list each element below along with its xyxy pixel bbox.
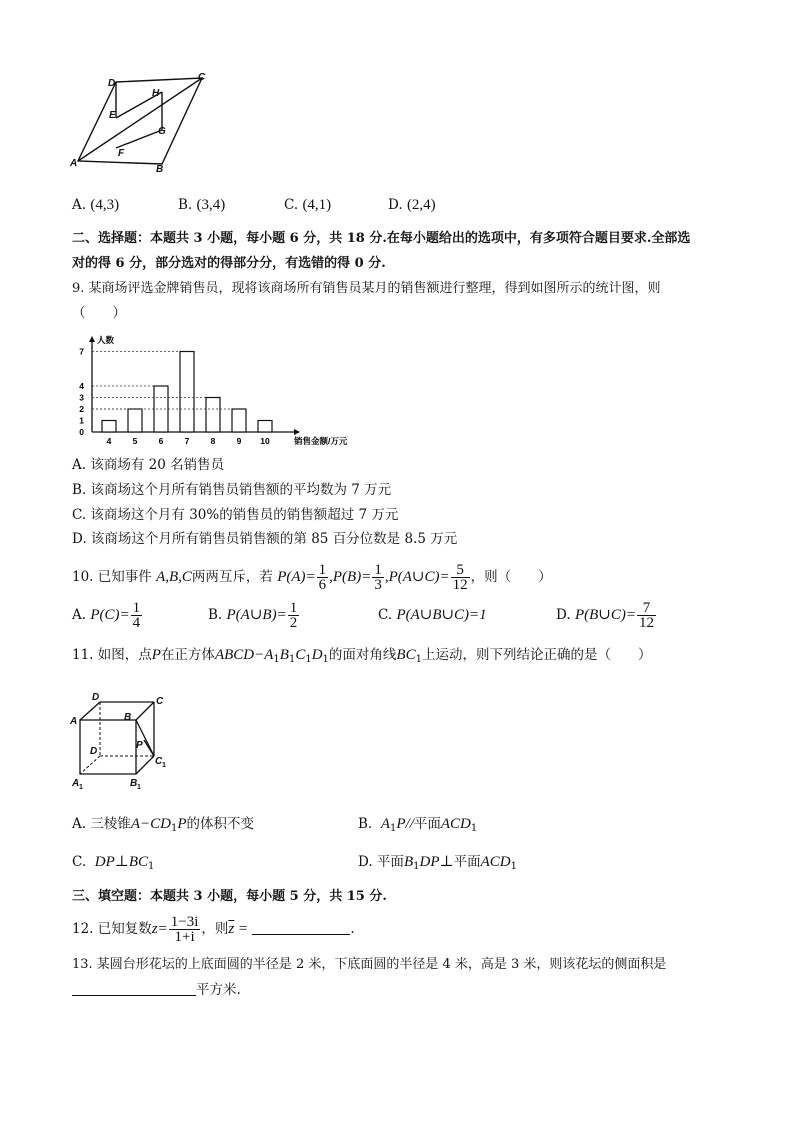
bar (128, 409, 142, 432)
q12-answer-blank[interactable] (252, 920, 350, 935)
y-tick-label: 1 (79, 415, 84, 426)
q9-option-d: D. 该商场这个月所有销售员销售额的第 85 百分位数是 8.5 万元 (72, 531, 458, 547)
bar (206, 398, 220, 433)
vertex-label-a: A (70, 158, 78, 169)
q9-stem-line2: （ ） (72, 305, 126, 321)
y-tick-label: 4 (79, 381, 84, 391)
section2-heading-line1: 二、选择题：本题共 3 小题，每小题 6 分，共 18 分.在每小题给出的选项中，有多项符合题目要求.全部选 (72, 231, 691, 246)
svg-text:1: 1 (162, 762, 166, 769)
q13-stem-line1: 13. 某圆台形花坛的上底面圆的半径是 2 米，下底面圆的半径是 4 米，高是 3 米，则该花坛的侧面积是 (72, 957, 667, 972)
x-tick-label: 9 (236, 436, 242, 446)
x-tick-label: 6 (158, 436, 164, 446)
vertex-label-b: B (156, 164, 164, 175)
q11-option-b: B. $A_1P//$平面$ACD_1$ (358, 816, 478, 834)
bar (180, 352, 194, 433)
cube-label-c: C (156, 696, 164, 707)
vertex-label-c: C (198, 72, 206, 83)
sales-histogram (72, 334, 372, 450)
q8-option-c: C. (4,1) (284, 197, 332, 213)
y-axis-label: 人数 (97, 335, 115, 345)
cube-figure (66, 690, 176, 790)
x-tick-label: 7 (184, 436, 190, 446)
q10-option-d: D. P(B∪C)= $\frac{7}{12}$ (556, 600, 654, 631)
q13-stem-line2: 平方米. (72, 981, 241, 999)
section2-heading-line2: 对的得 6 分，部分选对的得部分分，有选错的得 0 分. (72, 256, 386, 271)
cube-label-a1: A (72, 778, 80, 789)
x-axis-label: 销售金额/万元 (294, 436, 348, 446)
cube-label-d: D (92, 692, 100, 703)
point-label-h: H (152, 88, 160, 99)
q8-option-b: B. (3,4) (178, 197, 226, 213)
vertex-label-d: D (108, 78, 116, 89)
point-label-e: E (109, 110, 116, 121)
cube-label-c1: C (155, 756, 163, 767)
q9-option-a: A. 该商场有 20 名销售员 (72, 457, 225, 473)
y-tick-label: 3 (79, 392, 84, 403)
point-label-f: F (118, 148, 125, 159)
svg-text:1: 1 (79, 784, 83, 790)
parallelogram-figure (66, 68, 216, 178)
cube-label-b1: B (130, 778, 138, 789)
cube-label-b: B (124, 712, 132, 723)
y-tick-label: 7 (79, 346, 84, 357)
point-label-g: G (158, 126, 166, 137)
svg-text:1: 1 (137, 784, 141, 790)
y-tick-label: 2 (79, 404, 84, 414)
q11-option-c: C. $DP\perp BC_1$ (72, 854, 155, 872)
q10-option-b: B. P(A∪B)= $\frac{1}{2}$ (208, 600, 298, 631)
q12-stem: 12. 已知复数z= $\frac{1-3i}{1+i}$ ，则$\overline{z}$ = . (72, 914, 355, 945)
q10-option-a: A. P(C)= $\frac{1}{4}$ (72, 600, 141, 631)
section3-heading: 三、填空题：本题共 3 小题，每小题 5 分，共 15 分. (72, 889, 387, 904)
q9-option-b: B. 该商场这个月所有销售员销售额的平均数为 7 万元 (72, 482, 392, 498)
q10-stem: 10. 已知事件 A,B,C两两互斥，若 P(A)= $\frac{1}{6}$ ,P(B)= $\frac{1}{3}$ ,P(A∪C)= $\frac{5}{12}$ ，则（ ） (72, 562, 552, 593)
cube-label-p: P (136, 740, 143, 751)
x-axis-arrow (294, 429, 300, 435)
x-tick-label: 4 (106, 436, 112, 446)
cube-label-d1: D (90, 746, 98, 757)
q11-option-a: A. 三棱锥$A-CD_1P$的体积不变 (72, 816, 255, 834)
bar (258, 421, 272, 433)
x-tick-label: 10 (260, 436, 270, 446)
q13-answer-blank[interactable] (72, 981, 196, 996)
q8-option-a: A. (4,3) (72, 197, 120, 213)
cube-label-a: A (70, 716, 78, 727)
q8-option-d: D. (2,4) (388, 197, 436, 213)
q9-option-c: C. 该商场这个月有 30%的销售员的销售额超过 7 万元 (72, 507, 399, 523)
x-tick-label: 8 (210, 436, 216, 446)
q10-option-c: C. P(A∪B∪C)=1 (378, 607, 487, 623)
q9-stem-line1: 9. 某商场评选金牌销售员，现将该商场所有销售员某月的销售额进行整理，得到如图所示的统计图，则 (72, 281, 661, 296)
bar (232, 409, 246, 432)
y-axis-arrow (89, 336, 95, 342)
x-tick-label: 5 (132, 436, 138, 446)
y-tick-label: 0 (79, 427, 84, 437)
bar (102, 421, 116, 433)
q11-stem: 11. 如图，点P在正方体$ABCD-A_1B_1C_1D_1$的面对角线$BC_1$上运动，则下列结论正确的是（ ） (72, 647, 652, 665)
q11-option-d: D. 平面$B_1DP\perp$平面$ACD_1$ (358, 854, 517, 872)
